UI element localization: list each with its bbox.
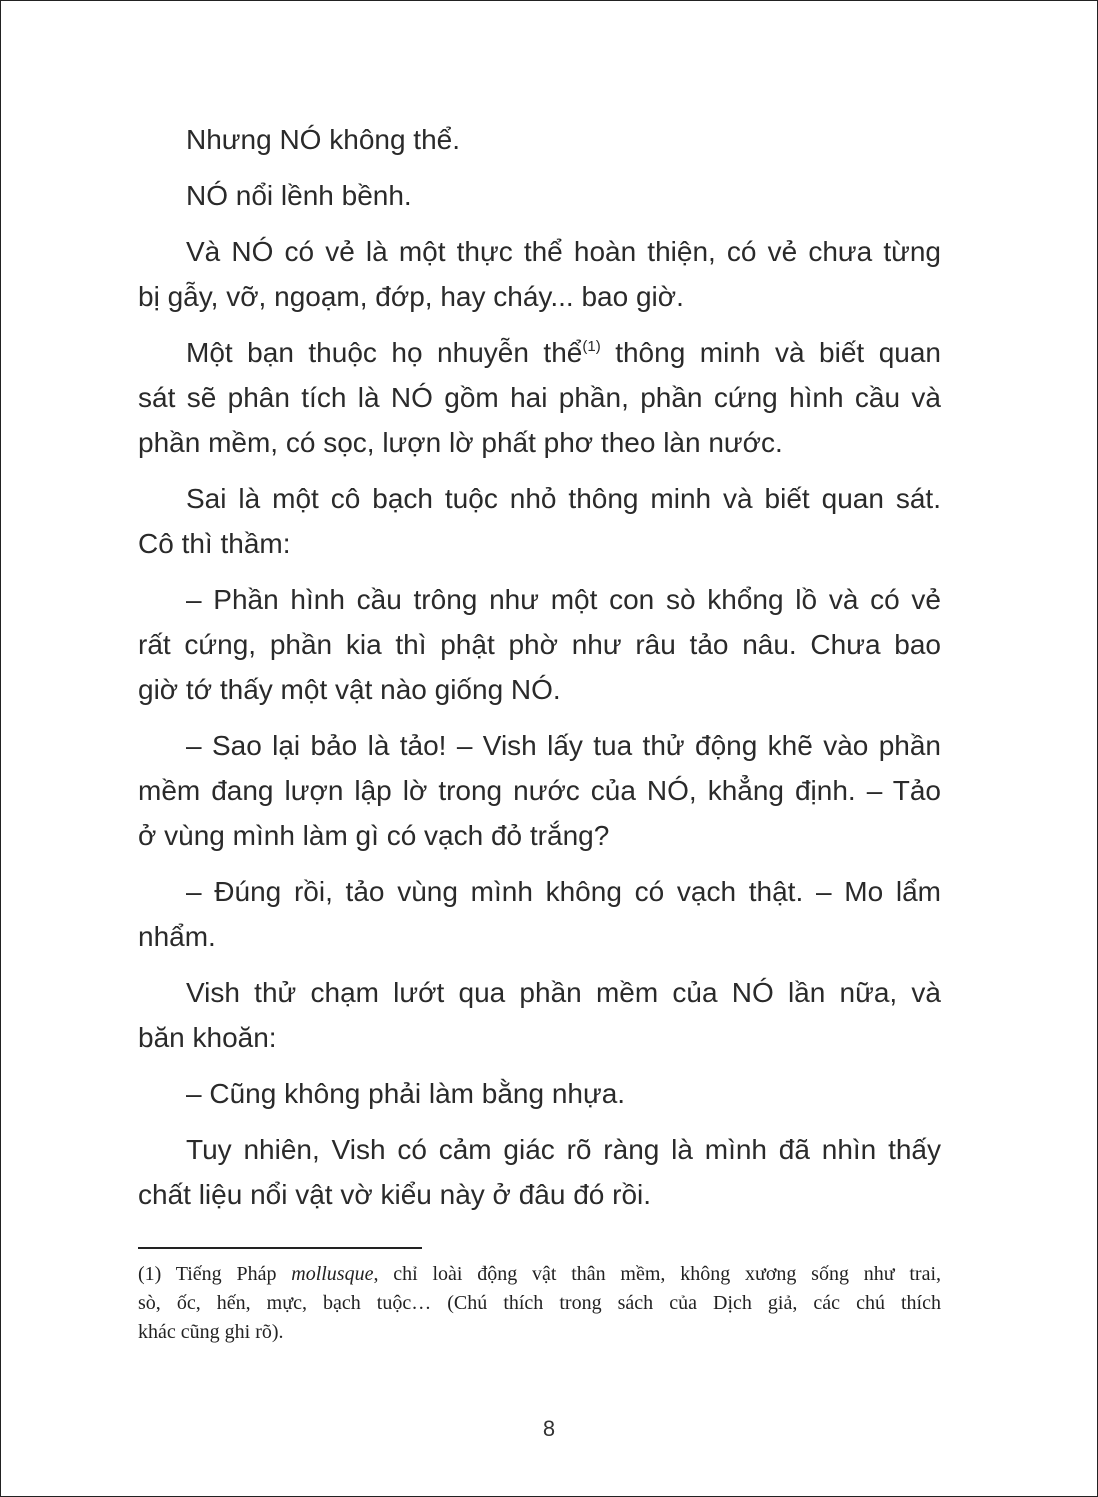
italic-term: mollusque: [291, 1263, 374, 1285]
text-line: Cô thì thầm:: [138, 528, 291, 559]
footnote: [138, 1260, 941, 1347]
text-segment: Một bạn thuộc họ nhuyễn thể: [186, 337, 583, 368]
text-line: Sai là một cô bạch tuộc nhỏ thông minh và biết quan sát.: [186, 483, 941, 514]
text-line: Tuy nhiên, Vish có cảm giác rõ ràng là mình đã nhìn thấy: [186, 1134, 941, 1165]
text-line: ở vùng mình làm gì có vạch đỏ trắng?: [138, 820, 610, 851]
text-line: mềm đang lượn lập lờ trong nước của NÓ, khẳng định. – Tảo: [138, 775, 941, 806]
text-segment: thông minh và biết quan: [600, 337, 941, 368]
text-segment: (1) Tiếng Pháp: [138, 1263, 292, 1285]
paragraph: [138, 117, 941, 162]
footnote-line: sò, ốc, hến, mực, bạch tuộc… (Chú thích trong sách của Dịch giả, các chú thích: [138, 1292, 941, 1314]
text-line: nhẩm.: [138, 921, 216, 952]
paragraph: [138, 330, 941, 465]
text-line: phần mềm, có sọc, lượn lờ phất phơ theo làn nước.: [138, 427, 783, 458]
text-line: chất liệu nổi vật vờ kiểu này ở đâu đó rồi.: [138, 1179, 652, 1210]
paragraph: [138, 1071, 941, 1116]
paragraph: [138, 173, 941, 218]
text-line: sát sẽ phân tích là NÓ gồm hai phần, phần cứng hình cầu và: [138, 382, 941, 413]
paragraph: [138, 577, 941, 712]
paragraph: [138, 229, 941, 319]
text-line: – Đúng rồi, tảo vùng mình không có vạch thật. – Mo lẩm: [186, 876, 941, 907]
footnote-reference: (1): [582, 338, 601, 355]
text-line: – Cũng không phải làm bằng nhựa.: [186, 1078, 626, 1109]
text-line: bị gẫy, vỡ, ngoạm, đớp, hay cháy... bao giờ.: [138, 281, 684, 312]
text-line: [138, 330, 941, 375]
page-number: 8: [542, 1416, 556, 1441]
text-line: NÓ nổi lềnh bềnh.: [186, 180, 412, 211]
text-line: giờ tớ thấy một vật nào giống NÓ.: [138, 674, 561, 705]
paragraph: [138, 1127, 941, 1217]
footnote-line: khác cũng ghi rõ).: [138, 1321, 284, 1343]
body-text: [138, 117, 941, 1228]
text-line: Và NÓ có vẻ là một thực thể hoàn thiện, có vẻ chưa từng: [186, 236, 941, 267]
paragraph: [138, 476, 941, 566]
paragraph: [138, 723, 941, 858]
text-line: Nhưng NÓ không thể.: [186, 124, 461, 155]
footnote-divider: [138, 1247, 422, 1249]
text-line: rất cứng, phần kia thì phật phờ như râu tảo nâu. Chưa bao: [138, 629, 941, 660]
text-line: băn khoăn:: [138, 1022, 277, 1053]
text-line: – Sao lại bảo là tảo! – Vish lấy tua thử động khẽ vào phần: [186, 730, 941, 761]
text-line: – Phần hình cầu trông như một con sò khổng lồ và có vẻ: [186, 584, 941, 615]
footnote-line: [138, 1260, 941, 1289]
paragraph: [138, 869, 941, 959]
text-line: Vish thử chạm lướt qua phần mềm của NÓ lần nữa, và: [186, 977, 941, 1008]
paragraph: [138, 970, 941, 1060]
text-segment: , chỉ loài động vật thân mềm, không xương sống như trai,: [373, 1263, 941, 1285]
